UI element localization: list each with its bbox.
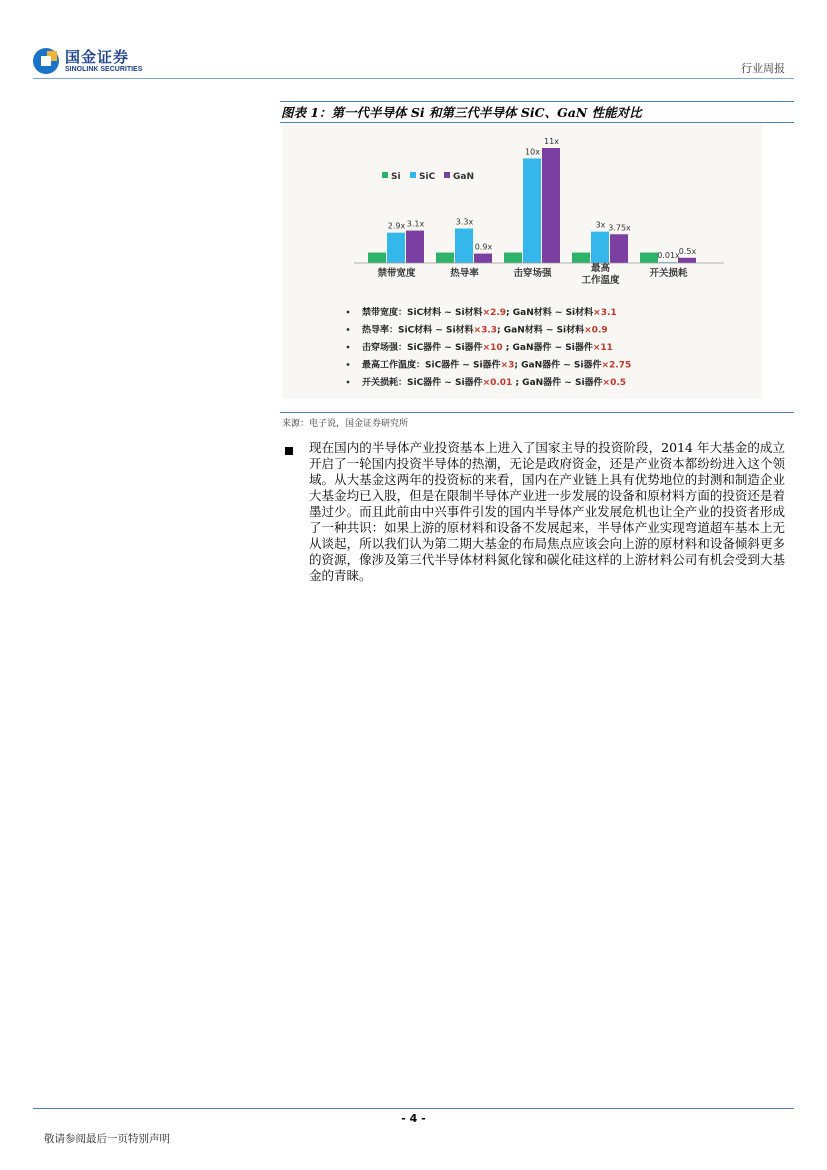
legend-label-si: Si — [391, 172, 401, 182]
category-label-1: 热导率 — [450, 268, 479, 279]
figure-title: 图表 1：第一代半导体 Si 和第三代半导体 SiC、GaN 性能对比 — [281, 105, 642, 120]
figure-source: 来源：电子说，国金证券研究所 — [282, 419, 409, 429]
category-label-3: 工作温度 — [581, 275, 620, 286]
logo-cn-text: 国金证券 — [65, 48, 130, 66]
note-line-2: 击穿场强：SiC器件 ~ Si器件×10 ; GaN器件 ~ Si器件×11 — [362, 343, 613, 353]
body-paragraph: 现在国内的半导体产业投资基本上进入了国家主导的投资阶段，2014 年大基金的成立开启了一轮国内投资半导体的热潮，无论是政府资金，还是产业资本都纷纷进入这个领域。从大基金这两年的投资标的来看，国内在产业链上具有优势地位的封测和制造企业大基金均已入股，但是在限制半导体产业进一步发展的设备和原材料方面的投资还是着墨过少。而且此前由中兴事件引发的国内半导体产业发展危机也让全产业的投资者形成了一种共识：如果上游的原材料和设备不发展起来，半导体产业实现弯道超车基本上无从谈起，所以我们认为第二期大基金的布局焦点应该会向上游的原材料和设备倾斜更多的资源，像涉及第三代半导体材料氮化镓和碳化硅这样的上游材料公司有机会受到大基金的青睐。 — [309, 440, 785, 583]
bar-sic-3 — [591, 232, 609, 263]
category-label-0: 禁带宽度 — [377, 268, 416, 279]
footer-divider — [33, 1108, 794, 1109]
data-label-gan-2: 11x — [544, 137, 559, 146]
page-number: - 4 - — [401, 1112, 426, 1125]
report-type: 行业周报 — [741, 62, 785, 75]
figure-top-divider — [280, 101, 794, 102]
chart-category-labels — [377, 262, 688, 286]
legend-label-sic: SiC — [419, 172, 436, 182]
note-line-0: 禁带宽度：SiC材料 ~ Si材料×2.9; GaN材料 ~ Si材料×3.1 — [362, 308, 617, 318]
category-label-2: 击穿场强 — [513, 268, 552, 279]
bar-si-3 — [572, 253, 590, 263]
logo-icon — [33, 48, 59, 74]
legend-swatch-sic — [410, 172, 416, 178]
bar-si-2 — [504, 253, 522, 263]
note-line-3: 最高工作温度：SiC器件 ~ Si器件×3; GaN器件 ~ Si器件×2.75 — [362, 360, 632, 371]
note-bullet-icon — [347, 346, 350, 349]
data-label-gan-3: 3.75x — [608, 223, 631, 233]
bar-gan-3 — [610, 234, 628, 263]
source-divider — [280, 412, 794, 413]
chart-bullet-notes — [347, 306, 632, 388]
data-label-sic-3: 3x — [595, 220, 606, 230]
bar-si-0 — [368, 253, 386, 263]
legend-swatch-si — [382, 172, 388, 178]
bar-gan-1 — [474, 254, 492, 263]
legend-label-gan: GaN — [453, 172, 474, 182]
company-logo — [33, 46, 153, 80]
logo-en-text: SINOLINK SECURITIES — [65, 66, 143, 73]
bar-sic-2 — [523, 158, 541, 263]
data-label-sic-0: 2.9x — [387, 221, 406, 231]
bullet-icon — [285, 447, 293, 455]
bar-si-1 — [436, 253, 454, 263]
note-line-4: 开关损耗：SiC器件 ~ Si器件×0.01 ; GaN器件 ~ Si器件×0.5 — [362, 378, 627, 388]
data-label-gan-1: 0.9x — [474, 242, 493, 252]
figure-title-divider — [280, 122, 794, 123]
note-bullet-icon — [347, 363, 350, 366]
bar-si-4 — [640, 253, 658, 263]
chart-bars — [368, 148, 696, 263]
data-label-gan-0: 3.1x — [406, 219, 425, 229]
category-label-4: 开关损耗 — [649, 268, 688, 279]
note-bullet-icon — [347, 311, 350, 314]
bar-gan-2 — [542, 148, 560, 263]
bar-gan-0 — [406, 231, 424, 263]
footer-disclaimer: 敬请参阅最后一页特别声明 — [44, 1133, 170, 1145]
data-label-sic-1: 3.3x — [455, 217, 474, 227]
chart-image — [282, 124, 762, 399]
note-bullet-icon — [347, 328, 350, 331]
note-bullet-icon — [347, 381, 350, 384]
bar-sic-1 — [455, 229, 473, 264]
category-label-3: 最高 — [590, 263, 611, 274]
data-label-gan-4: 0.5x — [678, 246, 697, 256]
header-divider — [33, 78, 794, 79]
chart-legend — [382, 172, 474, 182]
bar-sic-0 — [387, 233, 405, 263]
data-label-sic-4: 0.01x — [657, 251, 680, 261]
data-label-sic-2: 10x — [525, 147, 540, 157]
performance-comparison-chart — [282, 124, 762, 399]
note-line-1: 热导率：SiC材料 ~ Si材料×3.3; GaN材料 ~ Si材料×0.9 — [362, 325, 608, 336]
bar-gan-4 — [678, 258, 696, 263]
legend-swatch-gan — [444, 172, 450, 178]
